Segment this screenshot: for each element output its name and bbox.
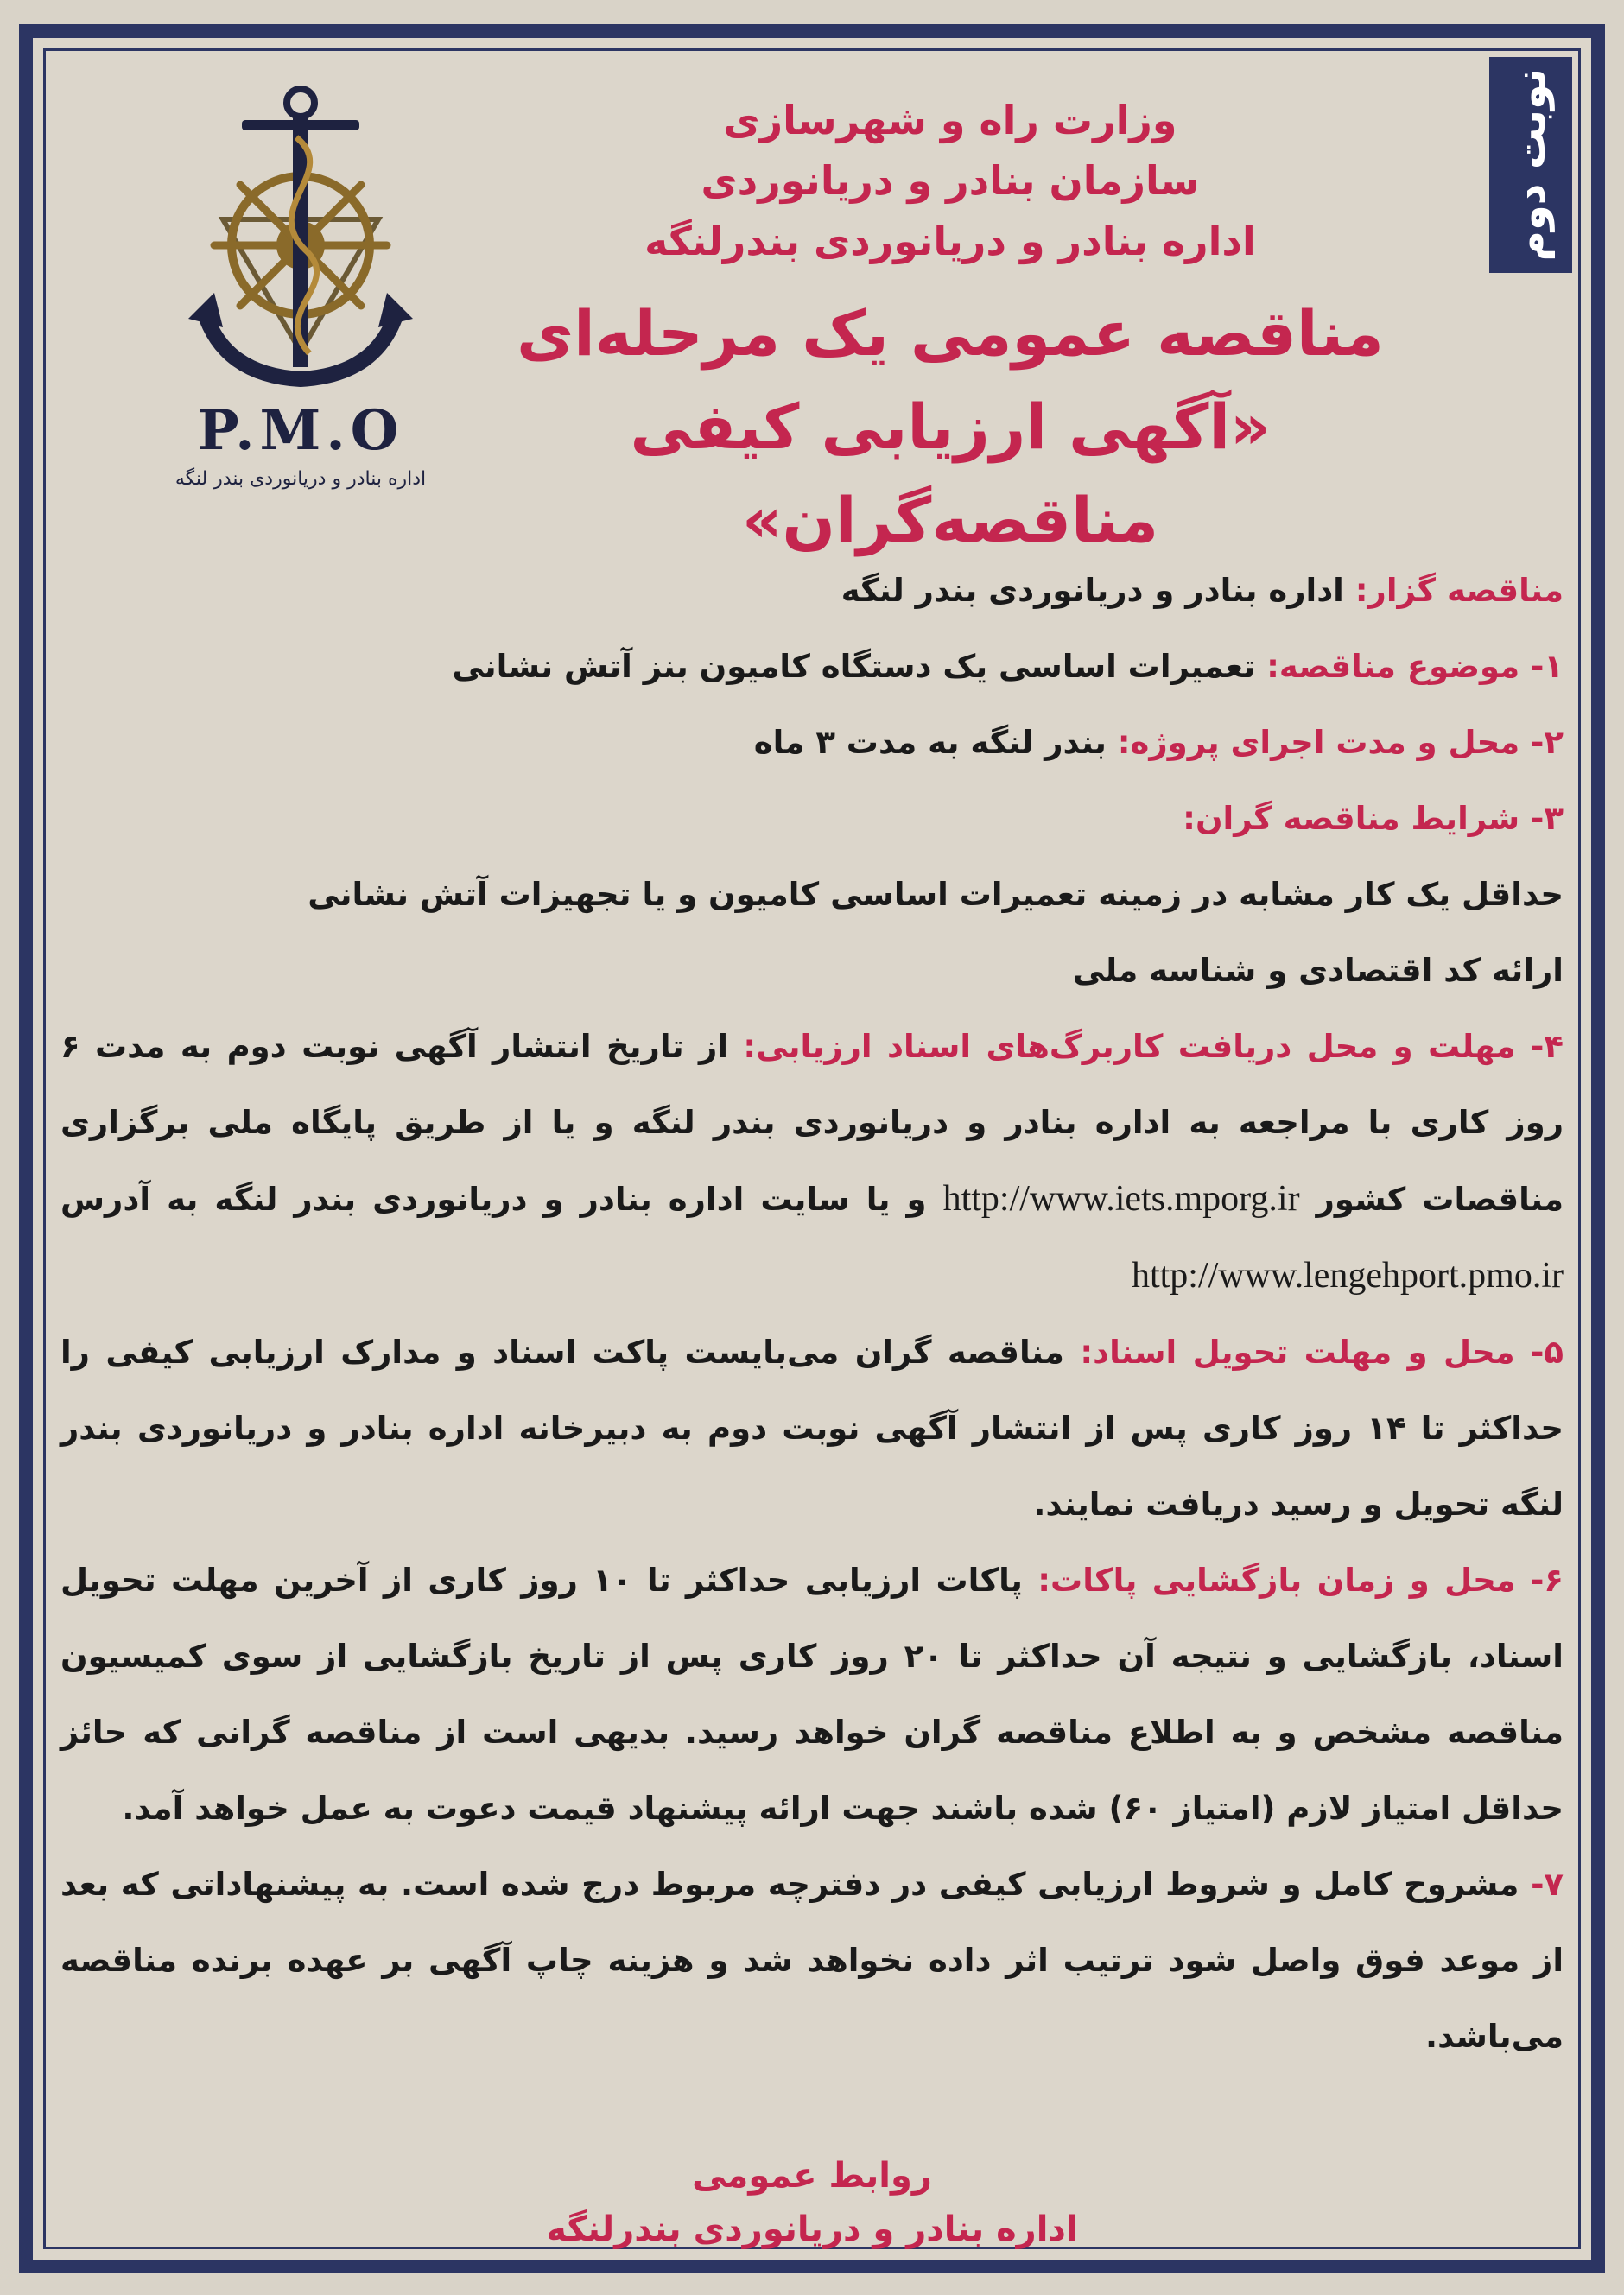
item-4-label: ۴- مهلت و محل دریافت کاربرگ‌های اسناد ارزیابی:: [743, 1028, 1564, 1065]
ministry-name: وزارت راه و شهرسازی: [723, 97, 1177, 143]
item-4: [60, 1009, 1564, 1315]
tender-subtitle: «آگهی ارزیابی کیفی مناقصه‌گران»: [630, 390, 1271, 556]
item-3: [60, 781, 1564, 857]
item-6: [60, 1543, 1564, 1847]
anchor-wheel-icon: [188, 77, 413, 396]
item-2-label: ۲- محل و مدت اجرای پروژه:: [1117, 724, 1564, 761]
item-1-label: ۱- موضوع مناقصه:: [1266, 648, 1564, 685]
ad-header: [456, 90, 1444, 567]
office-name: اداره بنادر و دریانوردی بندرلنگه: [644, 218, 1256, 264]
item-6-label: ۶- محل و زمان بازگشایی پاکات:: [1037, 1562, 1564, 1599]
item-2-value: بندر لنگه به مدت ۳ ماه: [753, 724, 1107, 761]
item-4-text-b: و یا سایت اداره بنادر و دریانوردی بندر لنگه به آدرس: [60, 1181, 927, 1218]
pmo-logo: [158, 77, 443, 517]
item-5-label: ۵- محل و مهلت تحویل اسناد:: [1080, 1334, 1564, 1371]
ad-footer: [0, 2149, 1624, 2256]
logo-caption: اداره بنادر و دریانوردی بندر لنگه: [174, 468, 427, 490]
round-badge: [1489, 57, 1572, 273]
organization-name: سازمان بنادر و دریانوردی: [701, 157, 1200, 204]
tenderer-label: مناقصه گزار:: [1354, 572, 1564, 609]
item-1-value: تعمیرات اساسی یک دستگاه کامیون بنز آتش نشانی: [452, 648, 1256, 685]
lengehport-link[interactable]: http://www.lengehport.pmo.ir: [1131, 1256, 1564, 1296]
item-3-line-2: ارائه کد اقتصادی و شناسه ملی: [1072, 952, 1564, 989]
tender-title: مناقصه عمومی یک مرحله‌ای: [517, 297, 1384, 370]
item-7-value: مشروح کامل و شروط ارزیابی کیفی در دفترچه مربوط درج شده است. به پیشنهاداتی که بعد از موعد فوق واصل شود ترتیب اثر داده نخواهد شد و هزینه چاپ آگهی بر عهده برنده مناقصه می‌باشد.: [60, 1866, 1564, 2055]
item-3-line-1: حداقل یک کار مشابه در زمینه تعمیرات اساسی کامیون و یا تجهیزات آتش نشانی: [308, 876, 1564, 913]
item-1: [60, 629, 1564, 705]
item-6-value: پاکات ارزیابی حداکثر تا ۱۰ روز کاری از آخرین مهلت تحویل اسناد، بازگشایی و نتیجه آن حداکثر تا ۲۰ روز کاری پس از تاریخ بازگشایی از سوی کمیسیون مناقصه مشخص و به اطلاع مناقصه گران خواهد رسید. بدیهی است از مناقصه گرانی که حائز حداقل امتیاز لازم (امتیاز ۶۰) شده باشند جهت ارائه پیشنهاد قیمت دعوت به عمل خواهد آمد.: [60, 1562, 1564, 1827]
item-7: [60, 1847, 1564, 2075]
item-2: [60, 705, 1564, 781]
item-5: [60, 1315, 1564, 1543]
tenderer-row: [60, 553, 1564, 629]
item-4-text-a: از تاریخ انتشار آگهی نوبت دوم به مدت ۶ روز کاری با مراجعه به اداره بنادر و دریانوردی بندر لنگه و یا از طریق پایگاه ملی برگزاری مناقصات کشور: [60, 1028, 1564, 1218]
footer-office: اداره بنادر و دریانوردی بندرلنگه: [546, 2209, 1078, 2249]
item-5-value: مناقصه گران می‌بایست پاکت اسناد و مدارک ارزیابی کیفی را حداکثر تا ۱۴ روز کاری پس از انتشار آگهی نوبت دوم به دبیرخانه اداره بنادر و دریانوردی بندر لنگه تحویل و رسید دریافت نمایند.: [60, 1334, 1564, 1523]
item-3-label: ۳- شرایط مناقصه گران:: [1183, 800, 1564, 837]
iets-link[interactable]: http://www.iets.mporg.ir: [942, 1179, 1300, 1219]
item-7-label: ۷-: [1531, 1866, 1564, 1903]
logo-wordmark: P.M.O: [197, 398, 404, 463]
round-badge-label: نوبت دوم: [1507, 68, 1555, 262]
tenderer-value: اداره بنادر و دریانوردی بندر لنگه: [841, 572, 1344, 609]
ad-body: [60, 553, 1564, 2075]
footer-department: روابط عمومی: [692, 2156, 932, 2196]
